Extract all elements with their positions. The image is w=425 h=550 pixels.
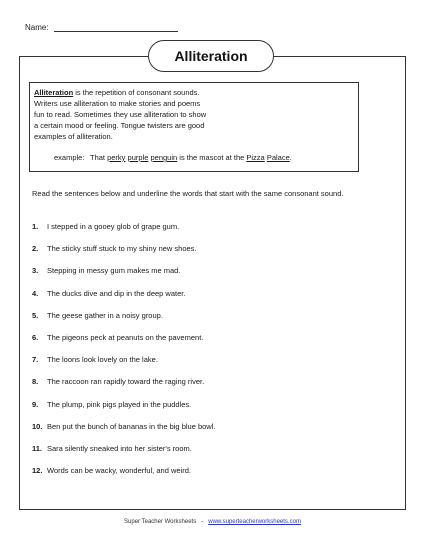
example-word-palace: Palace xyxy=(266,153,290,162)
sentence-number: 3. xyxy=(32,266,39,276)
sentence-number: 5. xyxy=(32,310,39,320)
definition-line-4: a certain mood or feeling. Tongue twisters are good xyxy=(34,121,205,130)
example-word-perky: perky xyxy=(107,153,126,162)
sentence-item xyxy=(32,289,382,311)
sentence-number: 8. xyxy=(32,377,39,387)
name-blank-line[interactable] xyxy=(54,23,178,32)
footer-source: Super Teacher Worksheets xyxy=(124,519,197,525)
footer-link[interactable]: www.superteacherworksheets.com xyxy=(208,519,301,525)
sentence-item xyxy=(32,311,382,333)
example-mid: is the mascot at the xyxy=(177,153,247,162)
sentence-number: 11. xyxy=(32,443,43,453)
example-that: That xyxy=(90,153,108,162)
sentence-number: 12. xyxy=(32,466,43,476)
sentence-list xyxy=(32,222,382,488)
definition-line-5: examples of alliteration. xyxy=(34,132,113,141)
sentence-number: 6. xyxy=(32,332,39,342)
definition-term: Alliteration xyxy=(34,88,74,97)
sentence-text[interactable]: The pigeons peck at peanuts on the pavement. xyxy=(47,332,204,342)
sentence-item xyxy=(32,444,382,466)
definition-line-1-rest: is the repetition of consonant sounds. xyxy=(73,88,200,97)
sentence-text[interactable]: The raccoon ran rapidly toward the raging river. xyxy=(47,377,205,387)
sentence-item xyxy=(32,466,382,488)
sentence-item xyxy=(32,355,382,377)
sentence-item xyxy=(32,244,382,266)
sentence-text[interactable]: The loons look lovely on the lake. xyxy=(47,355,158,365)
sentence-text[interactable]: Words can be wacky, wonderful, and weird. xyxy=(47,466,191,476)
sentence-text[interactable]: The ducks dive and dip in the deep water. xyxy=(47,288,186,298)
footer-separator: - xyxy=(201,519,204,525)
sentence-text[interactable]: Sara silently sneaked into her sister's room. xyxy=(47,443,192,453)
sentence-text[interactable]: The geese gather in a noisy group. xyxy=(47,310,163,320)
definition-line-2: Writers use alliteration to make stories and poems xyxy=(34,99,201,108)
example-word-pizza: Pizza xyxy=(246,153,265,162)
example-end: . xyxy=(289,153,292,162)
sentence-item xyxy=(32,266,382,288)
definition-line-1 xyxy=(34,87,358,98)
definition-box xyxy=(29,82,359,172)
definition-line-3: fun to read. Sometimes they use alliteration to show xyxy=(34,110,207,119)
name-label: Name: xyxy=(25,23,49,32)
sentence-text[interactable]: Ben put the bunch of bananas in the big blue bowl. xyxy=(47,421,216,431)
worksheet-title xyxy=(148,40,274,72)
example-word-purple: purple xyxy=(127,153,149,162)
sentence-text[interactable]: Stepping in messy gum makes me mad. xyxy=(47,266,181,276)
example-label: example: xyxy=(54,153,85,162)
sentence-text[interactable]: The plump, pink pigs played in the puddles. xyxy=(47,399,192,409)
sentence-number: 9. xyxy=(32,399,39,409)
footer xyxy=(0,519,425,525)
example-sentence xyxy=(54,152,358,163)
sentence-number: 2. xyxy=(32,244,39,254)
sentence-item xyxy=(32,422,382,444)
name-field-row xyxy=(25,23,178,32)
sentence-item xyxy=(32,377,382,399)
sentence-item xyxy=(32,222,382,244)
sentence-number: 1. xyxy=(32,222,39,231)
sentence-number: 7. xyxy=(32,355,39,365)
instructions-text: Read the sentences below and underline the words that start with the same consonant sound. xyxy=(32,189,344,198)
worksheet-title-text: Alliteration xyxy=(174,48,248,64)
sentence-text[interactable]: I stepped in a gooey glob of grape gum. xyxy=(47,222,180,231)
sentence-item xyxy=(32,333,382,355)
sentence-number: 10. xyxy=(32,421,43,431)
example-word-penguin: penguin xyxy=(150,153,178,162)
sentence-text[interactable]: The sticky stuff stuck to my shiny new shoes. xyxy=(47,244,197,254)
sentence-number: 4. xyxy=(32,288,39,298)
sentence-item xyxy=(32,400,382,422)
